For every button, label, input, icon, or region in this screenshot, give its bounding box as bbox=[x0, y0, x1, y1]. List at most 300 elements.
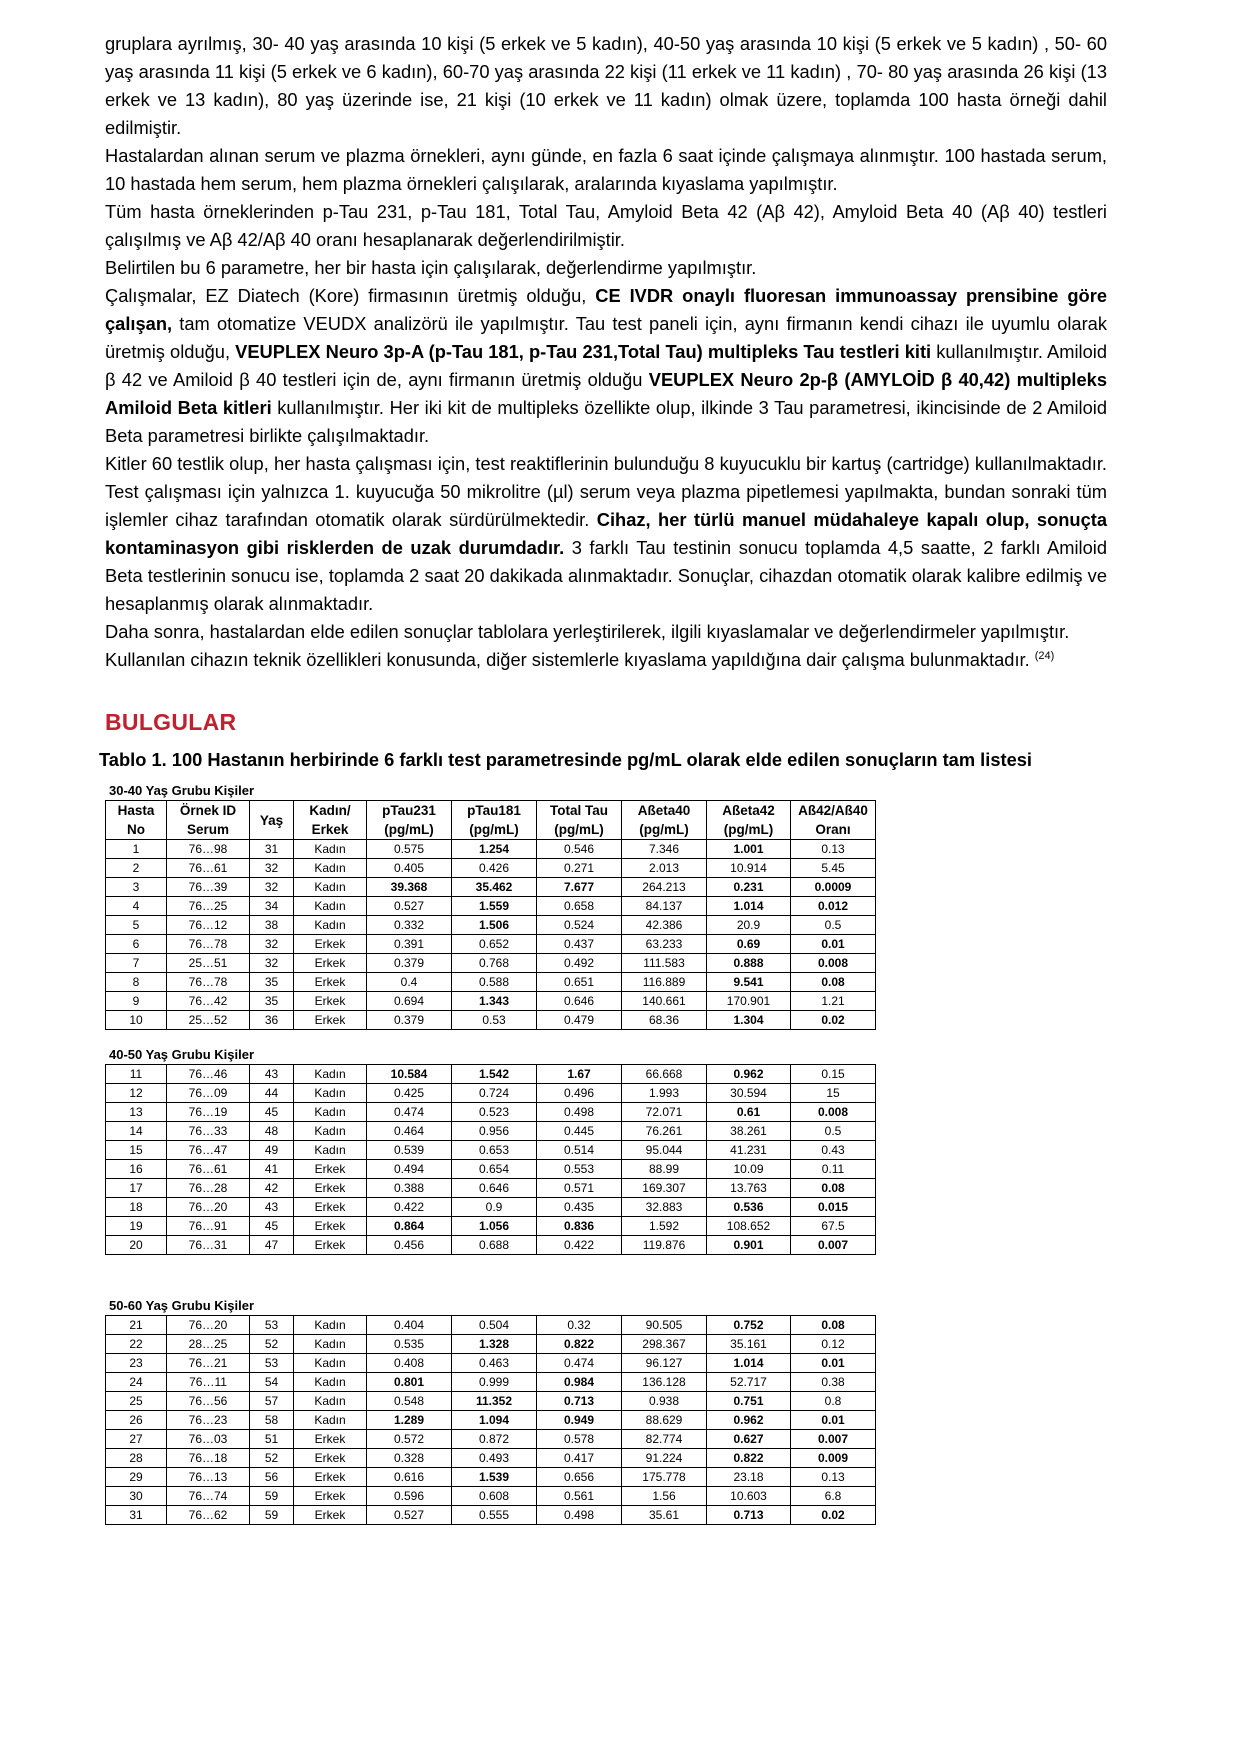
header-line: Aß42/Aß40 bbox=[798, 803, 868, 818]
table-cell: 0.751 bbox=[707, 1392, 791, 1411]
table-cell: 0.646 bbox=[537, 992, 622, 1011]
table-cell: 8 bbox=[106, 973, 167, 992]
table-cell: 0.656 bbox=[537, 1468, 622, 1487]
table-cell: 1.289 bbox=[367, 1411, 452, 1430]
table-cell: Erkek bbox=[294, 1468, 367, 1487]
header-line: pTau181 bbox=[467, 803, 521, 818]
table-cell: 0.445 bbox=[537, 1122, 622, 1141]
text-run: kullanılmıştır. Her iki kit de multipleks özellikte olup, ilkinde 3 Tau parametresi, ikincisinde de 2 Amiloid Beta parametresi birlikte çalışılmaktadır. bbox=[105, 397, 1107, 446]
table-cell: 11.352 bbox=[452, 1392, 537, 1411]
table-row bbox=[106, 1373, 876, 1392]
table-cell: 27 bbox=[106, 1430, 167, 1449]
table-cell: 52.717 bbox=[707, 1373, 791, 1392]
paragraph bbox=[105, 198, 1107, 254]
table-cell: Kadın bbox=[294, 1103, 367, 1122]
table-cell: 76…78 bbox=[167, 935, 250, 954]
table-cell: Kadın bbox=[294, 916, 367, 935]
table-cell: 116.889 bbox=[622, 973, 707, 992]
table-cell: 0.422 bbox=[367, 1198, 452, 1217]
table-cell: 76…61 bbox=[167, 1160, 250, 1179]
table-cell: Erkek bbox=[294, 1430, 367, 1449]
table-cell: 76…56 bbox=[167, 1392, 250, 1411]
table-cell: 0.01 bbox=[791, 1354, 876, 1373]
table-cell: 0.654 bbox=[452, 1160, 537, 1179]
text-run: kullanılmıştır. Amiloid β 42 ve Amiloid β 40 testleri için de, aynı firmanın üretmiş olduğu bbox=[105, 341, 1107, 390]
table-cell: 76…21 bbox=[167, 1354, 250, 1373]
text-run: Hastalardan alınan serum ve plazma örnekleri, aynı günde, en fazla 6 saat içinde çalışmaya alınmıştır. 100 hastada serum, 10 hastada hem serum, hem plazma örnekleri çalışılarak, aralarında kıyaslama yapılmıştır. bbox=[105, 145, 1107, 194]
table-cell: 29 bbox=[106, 1468, 167, 1487]
table-cell: Erkek bbox=[294, 1179, 367, 1198]
table-row bbox=[106, 1430, 876, 1449]
table-cell: 36 bbox=[250, 1011, 294, 1030]
bold-text: Cihaz, her türlü manuel müdahaleye kapalı olup, sonuçta kontaminasyon gibi risklerden de uzak durumdadır. bbox=[105, 509, 1108, 558]
table-cell: 0.872 bbox=[452, 1430, 537, 1449]
table-cell: 0.616 bbox=[367, 1468, 452, 1487]
table-cell: 76…19 bbox=[167, 1103, 250, 1122]
table-cell: 0.527 bbox=[367, 897, 452, 916]
table-row bbox=[106, 1335, 876, 1354]
table-cell: 53 bbox=[250, 1316, 294, 1335]
table-cell: 30 bbox=[106, 1487, 167, 1506]
table-cell: 41 bbox=[250, 1160, 294, 1179]
table-cell: 10.603 bbox=[707, 1487, 791, 1506]
table-cell: 53 bbox=[250, 1354, 294, 1373]
table-cell: 76…20 bbox=[167, 1198, 250, 1217]
table-cell: 0.514 bbox=[537, 1141, 622, 1160]
table-cell: 0.9 bbox=[452, 1198, 537, 1217]
table-cell: 76…23 bbox=[167, 1411, 250, 1430]
table-cell: 0.5 bbox=[791, 916, 876, 935]
table-row bbox=[106, 1141, 876, 1160]
table-cell: Kadın bbox=[294, 1392, 367, 1411]
table-cell: 0.5 bbox=[791, 1122, 876, 1141]
table-cell: 0.012 bbox=[791, 897, 876, 916]
table-cell: 19 bbox=[106, 1217, 167, 1236]
table-cell: 0.328 bbox=[367, 1449, 452, 1468]
table-cell: 54 bbox=[250, 1373, 294, 1392]
table-cell: Kadın bbox=[294, 1065, 367, 1084]
table-cell: 0.713 bbox=[537, 1392, 622, 1411]
table-row bbox=[106, 1198, 876, 1217]
table-row bbox=[106, 1065, 876, 1084]
table-cell: 0.53 bbox=[452, 1011, 537, 1030]
table-cell: 5.45 bbox=[791, 859, 876, 878]
table-row bbox=[106, 1411, 876, 1430]
table-cell: 76…61 bbox=[167, 859, 250, 878]
table-cell: Erkek bbox=[294, 1160, 367, 1179]
table-cell: Kadın bbox=[294, 1411, 367, 1430]
table-cell: Kadın bbox=[294, 1316, 367, 1335]
table-cell: 76…12 bbox=[167, 916, 250, 935]
column-header bbox=[622, 801, 707, 840]
table-cell: 43 bbox=[250, 1065, 294, 1084]
table-cell: 47 bbox=[250, 1236, 294, 1255]
table-cell: Erkek bbox=[294, 1449, 367, 1468]
text-run: Belirtilen bu 6 parametre, her bir hasta için çalışılarak, değerlendirme yapılmıştır. bbox=[105, 257, 757, 278]
table-cell: 0.332 bbox=[367, 916, 452, 935]
table-cell: 35 bbox=[250, 973, 294, 992]
table-cell: 90.505 bbox=[622, 1316, 707, 1335]
table-cell: 58 bbox=[250, 1411, 294, 1430]
text-run: Çalışmalar, EZ Diatech (Kore) firmasının üretmiş olduğu, bbox=[105, 285, 596, 306]
bold-text: VEUPLEX Neuro 3p-A (p-Tau 181, p-Tau 231,Total Tau) multipleks Tau testleri kiti bbox=[235, 341, 932, 362]
text-run: gruplara ayrılmış, 30- 40 yaş arasında 10 kişi (5 erkek ve 5 kadın), 40-50 yaş arasında 10 kişi (5 erkek ve 5 kadın) , 50- 60 yaş arasında 11 kişi (5 erkek ve 6 kadın), 60-70 yaş arasında 22 kişi (11 erkek ve 11 kadın) , 70- 80 yaş arasında 26 kişi (13 erkek ve 13 kadın), 80 yaş üzerinde ise, 21 kişi (10 erkek ve 11 kadın) olmak üzere, toplamda 100 hasta örneği dahil edilmiştir. bbox=[105, 33, 1107, 138]
table-cell: 76…98 bbox=[167, 840, 250, 859]
table-row bbox=[106, 1084, 876, 1103]
table-cell: 0.548 bbox=[367, 1392, 452, 1411]
table-cell: 0.8 bbox=[791, 1392, 876, 1411]
table-cell: 23.18 bbox=[707, 1468, 791, 1487]
table-cell: 0.02 bbox=[791, 1011, 876, 1030]
table-cell: 0.422 bbox=[537, 1236, 622, 1255]
table-cell: 0.527 bbox=[367, 1506, 452, 1525]
table-cell: 1.014 bbox=[707, 1354, 791, 1373]
table-cell: 2.013 bbox=[622, 859, 707, 878]
table-cell: 0.578 bbox=[537, 1430, 622, 1449]
table-cell: 0.956 bbox=[452, 1122, 537, 1141]
header-line: Total Tau bbox=[550, 803, 608, 818]
paragraph bbox=[105, 450, 1107, 618]
column-header bbox=[294, 801, 367, 840]
table-cell: 111.583 bbox=[622, 954, 707, 973]
table-cell: 0.4 bbox=[367, 973, 452, 992]
table-cell: 76…33 bbox=[167, 1122, 250, 1141]
table-row bbox=[106, 1316, 876, 1335]
column-header bbox=[707, 801, 791, 840]
table-cell: 72.071 bbox=[622, 1103, 707, 1122]
table-cell: 0.822 bbox=[537, 1335, 622, 1354]
table-cell: 66.668 bbox=[622, 1065, 707, 1084]
table-cell: 44 bbox=[250, 1084, 294, 1103]
table-cell: 0.752 bbox=[707, 1316, 791, 1335]
table-row bbox=[106, 1236, 876, 1255]
table-cell: 0.571 bbox=[537, 1179, 622, 1198]
table-cell: 1.56 bbox=[622, 1487, 707, 1506]
table-cell: 0.231 bbox=[707, 878, 791, 897]
table-cell: 1.542 bbox=[452, 1065, 537, 1084]
table-cell: 0.504 bbox=[452, 1316, 537, 1335]
table-cell: 76…13 bbox=[167, 1468, 250, 1487]
table-cell: 0.009 bbox=[791, 1449, 876, 1468]
table-cell: 12 bbox=[106, 1084, 167, 1103]
table-cell: 10.914 bbox=[707, 859, 791, 878]
table-cell: 1.559 bbox=[452, 897, 537, 916]
paragraph bbox=[105, 282, 1107, 450]
age-group-title: 40-50 Yaş Grubu Kişiler bbox=[109, 1047, 254, 1062]
table-cell: 30.594 bbox=[707, 1084, 791, 1103]
table-cell: 34 bbox=[250, 897, 294, 916]
table-cell: 11 bbox=[106, 1065, 167, 1084]
table-cell: 76…78 bbox=[167, 973, 250, 992]
table-cell: 76…11 bbox=[167, 1373, 250, 1392]
table-cell: 52 bbox=[250, 1449, 294, 1468]
table-cell: Kadın bbox=[294, 878, 367, 897]
table-cell: 68.36 bbox=[622, 1011, 707, 1030]
table-cell: 0.08 bbox=[791, 1179, 876, 1198]
table-cell: 31 bbox=[250, 840, 294, 859]
table-cell: 38.261 bbox=[707, 1122, 791, 1141]
table-cell: 35.161 bbox=[707, 1335, 791, 1354]
table-cell: 13.763 bbox=[707, 1179, 791, 1198]
table-cell: 76…20 bbox=[167, 1316, 250, 1335]
table-cell: 1.001 bbox=[707, 840, 791, 859]
table-cell: Kadın bbox=[294, 1335, 367, 1354]
table-cell: 0.688 bbox=[452, 1236, 537, 1255]
table-row bbox=[106, 1449, 876, 1468]
table-cell: 16 bbox=[106, 1160, 167, 1179]
header-line: Örnek ID bbox=[179, 803, 237, 818]
header-line: Yaş bbox=[259, 812, 284, 828]
table-cell: 41.231 bbox=[707, 1141, 791, 1160]
table-cell: 0.12 bbox=[791, 1335, 876, 1354]
table-row bbox=[106, 954, 876, 973]
table-cell: 0.61 bbox=[707, 1103, 791, 1122]
table-cell: 0.627 bbox=[707, 1430, 791, 1449]
table-row bbox=[106, 916, 876, 935]
header-line: pTau231 bbox=[382, 803, 436, 818]
results-table bbox=[105, 1315, 876, 1525]
table-cell: 0.768 bbox=[452, 954, 537, 973]
table-cell: 14 bbox=[106, 1122, 167, 1141]
table-cell: Kadın bbox=[294, 1354, 367, 1373]
table-cell: 0.494 bbox=[367, 1160, 452, 1179]
table-row bbox=[106, 992, 876, 1011]
table-cell: 0.08 bbox=[791, 1316, 876, 1335]
table-cell: 0.479 bbox=[537, 1011, 622, 1030]
table-cell: Erkek bbox=[294, 992, 367, 1011]
table-row bbox=[106, 935, 876, 954]
table-cell: 1.304 bbox=[707, 1011, 791, 1030]
table-cell: 0.01 bbox=[791, 935, 876, 954]
table-cell: 26 bbox=[106, 1411, 167, 1430]
table-cell: Kadın bbox=[294, 897, 367, 916]
paragraph bbox=[105, 142, 1107, 198]
header-line: (pg/mL) bbox=[469, 822, 519, 837]
table-cell: 32 bbox=[250, 954, 294, 973]
table-cell: 0.498 bbox=[537, 1103, 622, 1122]
table-cell: 0.008 bbox=[791, 954, 876, 973]
table-cell: 175.778 bbox=[622, 1468, 707, 1487]
table-cell: 56 bbox=[250, 1468, 294, 1487]
header-line: Serum bbox=[186, 822, 230, 837]
table-cell: 0.561 bbox=[537, 1487, 622, 1506]
table-row bbox=[106, 1217, 876, 1236]
table-cell: 0.801 bbox=[367, 1373, 452, 1392]
text-run: 3 farklı Tau testinin sonucu toplamda 4,5 saatte, 2 farklı Amiloid Beta testlerinin sonucu ise, toplamda 2 saat 20 dakikada alınmaktadır. Sonuçlar, cihazdan otomatik olarak kalibre edilmiş ve hesaplanmış olarak alınmaktadır. bbox=[105, 537, 1107, 614]
table-cell: 1.343 bbox=[452, 992, 537, 1011]
table-cell: Erkek bbox=[294, 1217, 367, 1236]
table-cell: 0.456 bbox=[367, 1236, 452, 1255]
table-cell: 1.592 bbox=[622, 1217, 707, 1236]
table-cell: 1.506 bbox=[452, 916, 537, 935]
table-row bbox=[106, 1011, 876, 1030]
paragraph bbox=[105, 254, 1107, 282]
table-cell: 0.536 bbox=[707, 1198, 791, 1217]
table-row bbox=[106, 859, 876, 878]
table-cell: 76…39 bbox=[167, 878, 250, 897]
header-line: Oranı bbox=[815, 822, 851, 837]
table-cell: 43 bbox=[250, 1198, 294, 1217]
table-cell: 0.588 bbox=[452, 973, 537, 992]
paragraph bbox=[105, 618, 1107, 646]
body-text bbox=[105, 30, 1107, 674]
table-cell: 0.408 bbox=[367, 1354, 452, 1373]
table-cell: Kadın bbox=[294, 859, 367, 878]
table-cell: 170.901 bbox=[707, 992, 791, 1011]
table-cell: 0.463 bbox=[452, 1354, 537, 1373]
table-cell: 35.61 bbox=[622, 1506, 707, 1525]
table-cell: 1.254 bbox=[452, 840, 537, 859]
table-cell: 0.405 bbox=[367, 859, 452, 878]
table-cell: 0.474 bbox=[537, 1354, 622, 1373]
table-cell: 76…09 bbox=[167, 1084, 250, 1103]
bold-text: CE IVDR onaylı fluoresan immunoassay prensibine göre çalışan, bbox=[105, 285, 1107, 334]
header-line: (pg/mL) bbox=[384, 822, 434, 837]
table-cell: 0.651 bbox=[537, 973, 622, 992]
table-cell: 4 bbox=[106, 897, 167, 916]
table-cell: 0.546 bbox=[537, 840, 622, 859]
table-cell: 0.388 bbox=[367, 1179, 452, 1198]
header-line: (pg/mL) bbox=[554, 822, 604, 837]
table-cell: 0.15 bbox=[791, 1065, 876, 1084]
table-cell: 38 bbox=[250, 916, 294, 935]
paragraph bbox=[105, 646, 1107, 674]
table-cell: 0.007 bbox=[791, 1236, 876, 1255]
table-cell: 0.694 bbox=[367, 992, 452, 1011]
table-cell: 108.652 bbox=[707, 1217, 791, 1236]
table-cell: 48 bbox=[250, 1122, 294, 1141]
table-cell: 0.888 bbox=[707, 954, 791, 973]
table-cell: 1.014 bbox=[707, 897, 791, 916]
table-cell: 0.008 bbox=[791, 1103, 876, 1122]
table-cell: 1 bbox=[106, 840, 167, 859]
table-cell: Erkek bbox=[294, 954, 367, 973]
table-cell: 0.864 bbox=[367, 1217, 452, 1236]
table-cell: Erkek bbox=[294, 1236, 367, 1255]
table-cell: 1.21 bbox=[791, 992, 876, 1011]
table-caption: Tablo 1. 100 Hastanın herbirinde 6 farklı test parametresinde pg/mL olarak elde edilen sonuçların tam listesi bbox=[99, 749, 1032, 770]
column-header bbox=[452, 801, 537, 840]
table-cell: 76…74 bbox=[167, 1487, 250, 1506]
table-cell: Erkek bbox=[294, 1011, 367, 1030]
table-row bbox=[106, 1179, 876, 1198]
table-cell: 76…46 bbox=[167, 1065, 250, 1084]
table-cell: 76…03 bbox=[167, 1430, 250, 1449]
table-cell: 0.417 bbox=[537, 1449, 622, 1468]
table-cell: 23 bbox=[106, 1354, 167, 1373]
table-cell: 24 bbox=[106, 1373, 167, 1392]
table-cell: 76.261 bbox=[622, 1122, 707, 1141]
table-cell: 0.523 bbox=[452, 1103, 537, 1122]
text-run: Daha sonra, hastalardan elde edilen sonuçlar tablolara yerleştirilerek, ilgili kıyaslamalar ve değerlendirmeler yapılmıştır. bbox=[105, 621, 1070, 642]
document-page bbox=[99, 30, 1108, 1525]
table-row bbox=[106, 973, 876, 992]
table-cell: 59 bbox=[250, 1487, 294, 1506]
table-cell: Erkek bbox=[294, 1198, 367, 1217]
table-cell: 25…52 bbox=[167, 1011, 250, 1030]
table-cell: 15 bbox=[106, 1141, 167, 1160]
header-line: Aßeta42 bbox=[722, 803, 775, 818]
table-cell: 0.0009 bbox=[791, 878, 876, 897]
results-table bbox=[105, 1064, 876, 1255]
table-cell: 32 bbox=[250, 935, 294, 954]
table-row bbox=[106, 1506, 876, 1525]
header-line: Hasta bbox=[117, 803, 155, 818]
table-cell: 76…42 bbox=[167, 992, 250, 1011]
table-cell: 1.056 bbox=[452, 1217, 537, 1236]
table-cell: 0.498 bbox=[537, 1506, 622, 1525]
table-row bbox=[106, 1122, 876, 1141]
table-cell: 76…25 bbox=[167, 897, 250, 916]
table-cell: 0.08 bbox=[791, 973, 876, 992]
text-run: Kullanılan cihazın teknik özellikleri konusunda, diğer sistemlerle kıyaslama yapıldığına dair çalışma bulunmaktadır. bbox=[105, 649, 1035, 670]
paragraph bbox=[105, 30, 1107, 142]
table-cell: 32.883 bbox=[622, 1198, 707, 1217]
text-run: tam otomatize VEUDX analizörü ile yapılmıştır. Tau test paneli için, aynı firmanın kendi cihazı ile uyumlu olarak üretmiş olduğu, bbox=[105, 313, 1107, 362]
table-cell: 32 bbox=[250, 859, 294, 878]
table-cell: Kadın bbox=[294, 1084, 367, 1103]
table-cell: 0.379 bbox=[367, 1011, 452, 1030]
age-group-title: 30-40 Yaş Grubu Kişiler bbox=[109, 783, 254, 798]
table-cell: 88.629 bbox=[622, 1411, 707, 1430]
text-run: Kitler 60 testlik olup, her hasta çalışması için, test reaktiflerinin bulunduğu 8 kuyucuklu bir kartuş (cartridge) kullanılmaktadır. Test çalışması için yalnızca 1. kuyucuğa 50 mikrolitre (µl) serum veya plazma pipetlemesi yapılmakta, bundan sonraki tüm işlemler cihaz tarafından otomatik olarak sürdürülmektedir. bbox=[105, 453, 1107, 530]
table-cell: 76…28 bbox=[167, 1179, 250, 1198]
table-cell: 0.901 bbox=[707, 1236, 791, 1255]
table-cell: 35.462 bbox=[452, 878, 537, 897]
table-cell: 0.492 bbox=[537, 954, 622, 973]
table-cell: 7.346 bbox=[622, 840, 707, 859]
table-cell: 76…47 bbox=[167, 1141, 250, 1160]
table-cell: 13 bbox=[106, 1103, 167, 1122]
table-cell: 76…18 bbox=[167, 1449, 250, 1468]
table-cell: 136.128 bbox=[622, 1373, 707, 1392]
table-row bbox=[106, 1354, 876, 1373]
header-line: No bbox=[127, 822, 145, 837]
table-cell: 20 bbox=[106, 1236, 167, 1255]
table-cell: 1.539 bbox=[452, 1468, 537, 1487]
table-cell: 20.9 bbox=[707, 916, 791, 935]
table-cell: 42 bbox=[250, 1179, 294, 1198]
table-cell: 59 bbox=[250, 1506, 294, 1525]
table-cell: 119.876 bbox=[622, 1236, 707, 1255]
table-cell: 39.368 bbox=[367, 878, 452, 897]
table-cell: 169.307 bbox=[622, 1179, 707, 1198]
table-cell: 25 bbox=[106, 1392, 167, 1411]
header-line: Aßeta40 bbox=[637, 803, 691, 818]
table-row bbox=[106, 1392, 876, 1411]
table-cell: 0.69 bbox=[707, 935, 791, 954]
table-cell: 57 bbox=[250, 1392, 294, 1411]
table-cell: 84.137 bbox=[622, 897, 707, 916]
table-cell: Erkek bbox=[294, 973, 367, 992]
bold-text: VEUPLEX Neuro 2p-β (AMYLOİD β 40,42) multipleks Amiloid Beta kitleri bbox=[105, 369, 1108, 418]
table-cell: 0.464 bbox=[367, 1122, 452, 1141]
table-cell: 0.379 bbox=[367, 954, 452, 973]
table-cell: 0.724 bbox=[452, 1084, 537, 1103]
section-heading: BULGULAR bbox=[105, 709, 237, 735]
table-cell: 45 bbox=[250, 1103, 294, 1122]
table-cell: 0.02 bbox=[791, 1506, 876, 1525]
table-cell: 22 bbox=[106, 1335, 167, 1354]
column-header bbox=[537, 801, 622, 840]
table-cell: 0.539 bbox=[367, 1141, 452, 1160]
results-tables bbox=[105, 782, 1107, 1525]
table-cell: 10 bbox=[106, 1011, 167, 1030]
table-cell: 0.391 bbox=[367, 935, 452, 954]
table-cell: 0.007 bbox=[791, 1430, 876, 1449]
table-cell: 67.5 bbox=[791, 1217, 876, 1236]
table-cell: 0.535 bbox=[367, 1335, 452, 1354]
